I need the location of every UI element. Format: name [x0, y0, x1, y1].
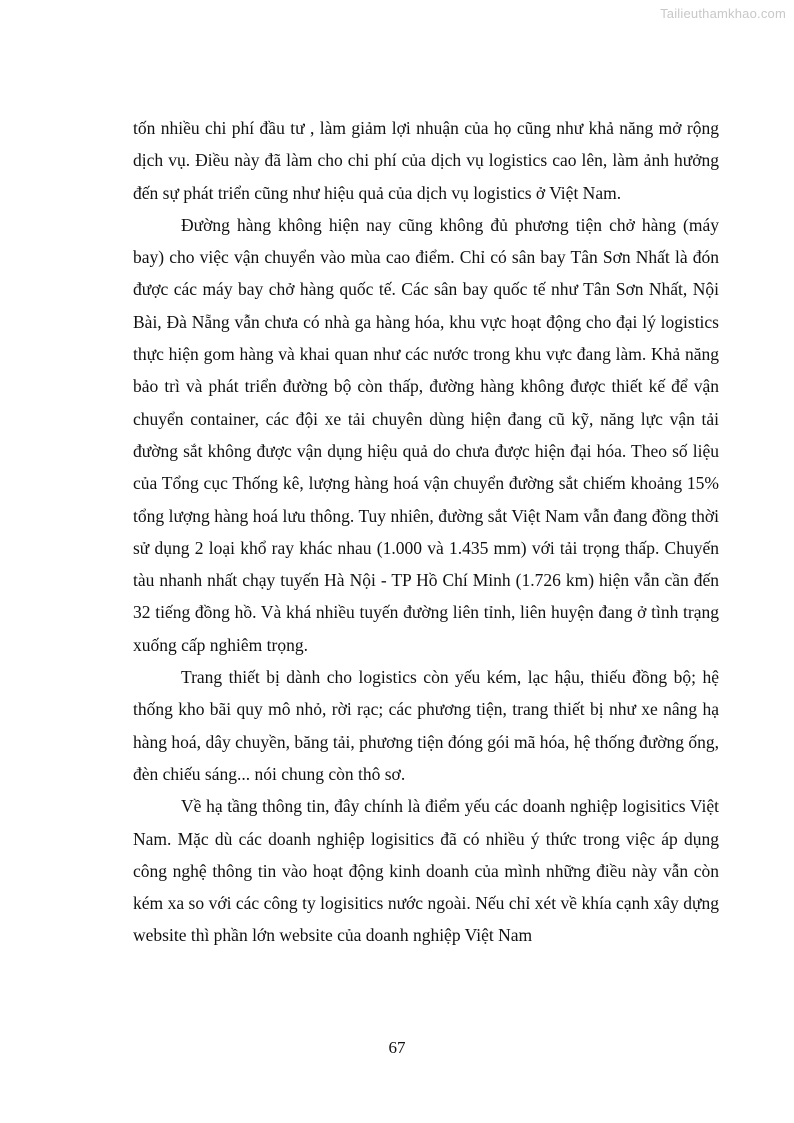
document-body: [133, 112, 719, 952]
paragraph-3: Trang thiết bị dành cho logistics còn yếu kém, lạc hậu, thiếu đồng bộ; hệ thống kho bãi quy mô nhỏ, rời rạc; các phương tiện, trang thiết bị như xe nâng hạ hàng hoá, dây chuyền, băng tải, phương tiện đóng gói mã hóa, hệ thống đường ống, đèn chiếu sáng... nói chung còn thô sơ.: [133, 667, 719, 784]
paragraph-2: Đường hàng không hiện nay cũng không đủ phương tiện chở hàng (máy bay) cho việc vận chuyển vào mùa cao điểm. Chỉ có sân bay Tân Sơn Nhất là đón được các máy bay chở hàng quốc tế. Các sân bay quốc tế như Tân Sơn Nhất, Nội Bài, Đà Nẵng vẫn chưa có nhà ga hàng hóa, khu vực hoạt động cho đại lý logistics thực hiện gom hàng và khai quan như các nước trong khu vực đang làm. Khả năng bảo trì và phát triển đường bộ còn thấp, đường hàng không được thiết kế để vận chuyển container, các đội xe tải chuyên dùng hiện đang cũ kỹ, năng lực vận tải đường sắt không được vận dụng hiệu quả do chưa được hiện đại hóa. Theo số liệu của Tổng cục Thống kê, lượng hàng hoá vận chuyển đường sắt chiếm khoảng 15% tổng lượng hàng hoá lưu thông. Tuy nhiên, đường sắt Việt Nam vẫn đang đồng thời sử dụng 2 loại khổ ray khác nhau (1.000 và 1.435 mm) với tải trọng thấp. Chuyến tàu nhanh nhất chạy tuyến Hà Nội - TP Hồ Chí Minh (1.726 km) hiện vẫn cần đến 32 tiếng đồng hồ. Và khá nhiều tuyến đường liên tỉnh, liên huyện đang ở tình trạng xuống cấp nghiêm trọng.: [133, 214, 719, 655]
paragraph-1: tốn nhiều chi phí đầu tư , làm giảm lợi nhuận của họ cũng như khả năng mở rộng dịch vụ. Điều này đã làm cho chi phí của dịch vụ logistics cao lên, làm ảnh hưởng đến sự phát triển cũng như hiệu quả của dịch vụ logistics ở Việt Nam.: [133, 118, 719, 203]
page-number: 67: [388, 1038, 406, 1057]
paragraph-4: Về hạ tầng thông tin, đây chính là điểm yếu các doanh nghiệp logisitics Việt Nam. Mặc dù các doanh nghiệp logisitics đã có nhiều ý thức trong việc áp dụng công nghệ thông tin vào hoạt động kinh doanh của mình những điều này vẫn còn kém xa so với các công ty logisitics nước ngoài. Nếu chỉ xét về khía cạnh xây dựng website thì phần lớn website của doanh nghiệp Việt Nam: [133, 796, 719, 946]
watermark: Tailieuthamkhao.com: [660, 6, 786, 21]
